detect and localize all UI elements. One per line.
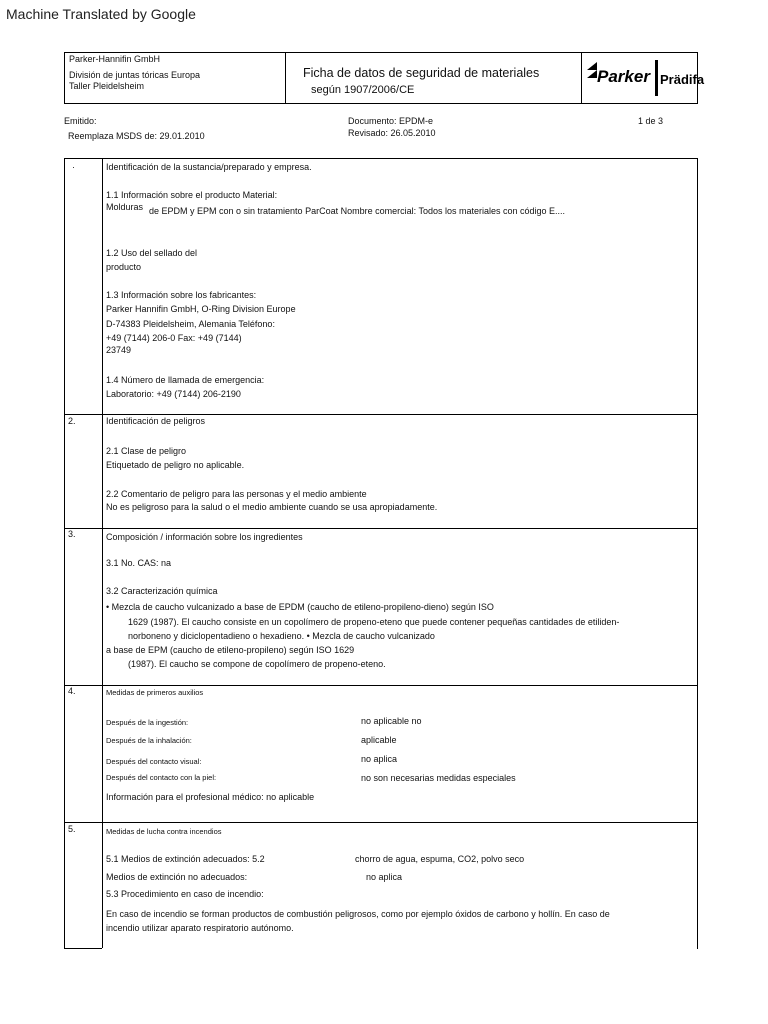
s1-4-heading: 1.4 Número de llamada de emergencia: <box>106 375 265 385</box>
extinguish-suitable-label: 5.1 Medios de extinción adecuados: 5.2 <box>106 854 265 864</box>
s1-3-line-b: D-74383 Pleidelsheim, Alemania Teléfono: <box>106 319 275 329</box>
s5-3-line-b: incendio utilizar aparato respiratorio autónomo. <box>106 923 294 933</box>
skin-contact-value: no son necesarias medidas especiales <box>361 773 516 783</box>
header-divider <box>581 53 582 103</box>
section-5-number: 5. <box>68 824 76 834</box>
extinguish-unsuitable-label: Medios de extinción no adecuados: <box>106 872 248 882</box>
section-5-title: Medidas de lucha contra incendios <box>106 827 222 836</box>
s1-1-word: Molduras <box>106 202 144 212</box>
section-3-number: 3. <box>68 529 76 539</box>
document-code: Documento: EPDM-e <box>348 116 434 126</box>
eye-contact-label: Después del contacto visual: <box>106 757 202 766</box>
number-column <box>64 528 103 685</box>
section-separator <box>64 685 698 686</box>
inhalation-label: Después de la inhalación: <box>106 736 192 745</box>
section-separator <box>64 528 698 529</box>
s3-1-line: 3.1 No. CAS: na <box>106 558 172 568</box>
s2-1-line-a: Etiquetado de peligro no aplicable. <box>106 460 245 470</box>
s1-3-heading: 1.3 Información sobre los fabricantes: <box>106 290 257 300</box>
number-column <box>64 414 103 528</box>
workshop-name: Taller Pleidelsheim <box>69 81 145 91</box>
section-1-title: Identificación de la sustancia/preparado y empresa. <box>106 162 312 172</box>
s2-2-line-a: No es peligroso para la salud o el medio ambiente cuando se usa apropiadamente. <box>106 502 438 512</box>
issued-label: Emitido: <box>64 116 97 126</box>
ingestion-label: Después de la ingestión: <box>106 718 189 727</box>
machine-translation-banner: Machine Translated by Google <box>6 6 196 22</box>
s1-2-line-a: 1.2 Uso del sellado del <box>106 248 198 258</box>
extinguish-unsuitable-value: no aplica <box>366 872 403 882</box>
page-subtitle: según 1907/2006/CE <box>311 84 415 96</box>
s3-2-line-e: (1987). El caucho se compone de copolímero de propeno-eteno. <box>128 659 386 669</box>
s3-2-line-b: 1629 (1987). El caucho consiste en un copolímero de propeno-eteno que puede contener pequeñas cantidades de etiliden- <box>128 617 620 627</box>
parker-logo-icon <box>585 56 705 100</box>
s5-3-heading: 5.3 Procedimiento en caso de incendio: <box>106 889 264 899</box>
number-column <box>64 158 103 414</box>
s1-1-heading: 1.1 Información sobre el producto Material: <box>106 190 278 200</box>
header-divider <box>285 53 286 103</box>
bottom-stub-line <box>64 948 102 949</box>
extinguish-suitable-value: chorro de agua, espuma, CO2, polvo seco <box>355 854 525 864</box>
s3-2-line-a: • Mezcla de caucho vulcanizado a base de EPDM (caucho de etileno-propileno-dieno) según ISO <box>106 602 494 612</box>
s5-3-line-a: En caso de incendio se forman productos de combustión peligrosos, como por ejemplo óxidos de carbono y hollín. En caso de <box>106 909 610 919</box>
logo-parker-text: Parker <box>597 67 650 86</box>
s1-3-line-c: +49 (7144) 206-0 Fax: +49 (7144) <box>106 333 242 343</box>
medical-info: Información para el profesional médico: no aplicable <box>106 792 315 802</box>
inhalation-value: aplicable <box>361 735 397 745</box>
page-number: 1 de 3 <box>638 116 664 126</box>
s1-4-line-a: Laboratorio: +49 (7144) 206-2190 <box>106 389 241 399</box>
s3-2-heading: 3.2 Caracterización química <box>106 586 218 596</box>
number-column <box>64 685 103 822</box>
number-column <box>64 822 103 948</box>
section-1-number: · <box>72 162 75 172</box>
skin-contact-label: Después del contacto con la piel: <box>106 773 217 782</box>
section-2-number: 2. <box>68 416 76 426</box>
parker-pradifa-logo <box>585 56 705 100</box>
s1-1-text: de EPDM y EPM con o sin tratamiento ParCoat Nombre comercial: Todos los materiales con código E.... <box>149 206 566 216</box>
s3-2-line-c: norboneno y diciclopentadieno o hexadieno. • Mezcla de caucho vulcanizado <box>128 631 435 641</box>
revised-date: Revisado: 26.05.2010 <box>348 128 436 138</box>
s3-2-line-d: a base de EPM (caucho de etileno-propileno) según ISO 1629 <box>106 645 355 655</box>
section-3-title: Composición / información sobre los ingredientes <box>106 532 303 542</box>
s2-1-heading: 2.1 Clase de peligro <box>106 446 187 456</box>
section-separator <box>64 822 698 823</box>
section-2-title: Identificación de peligros <box>106 416 206 426</box>
section-4-title: Medidas de primeros auxilios <box>106 688 204 697</box>
s1-3-line-a: Parker Hannifin GmbH, O-Ring Division Europe <box>106 304 296 314</box>
logo-pradifa-text: Prädifa <box>660 72 705 87</box>
s1-3-line-d: 23749 <box>106 345 132 355</box>
replaces-msds: Reemplaza MSDS de: 29.01.2010 <box>68 131 205 141</box>
ingestion-value: no aplicable no <box>361 716 422 726</box>
s1-2-line-b: producto <box>106 262 142 272</box>
eye-contact-value: no aplica <box>361 754 398 764</box>
document-header <box>64 52 705 104</box>
division-name: División de juntas tóricas Europa <box>69 70 201 80</box>
section-4-number: 4. <box>68 686 76 696</box>
company-name: Parker-Hannifin GmbH <box>69 54 161 64</box>
page-title: Ficha de datos de seguridad de materiales <box>303 66 540 80</box>
s2-2-heading: 2.2 Comentario de peligro para las personas y el medio ambiente <box>106 489 367 499</box>
section-separator <box>64 414 698 415</box>
